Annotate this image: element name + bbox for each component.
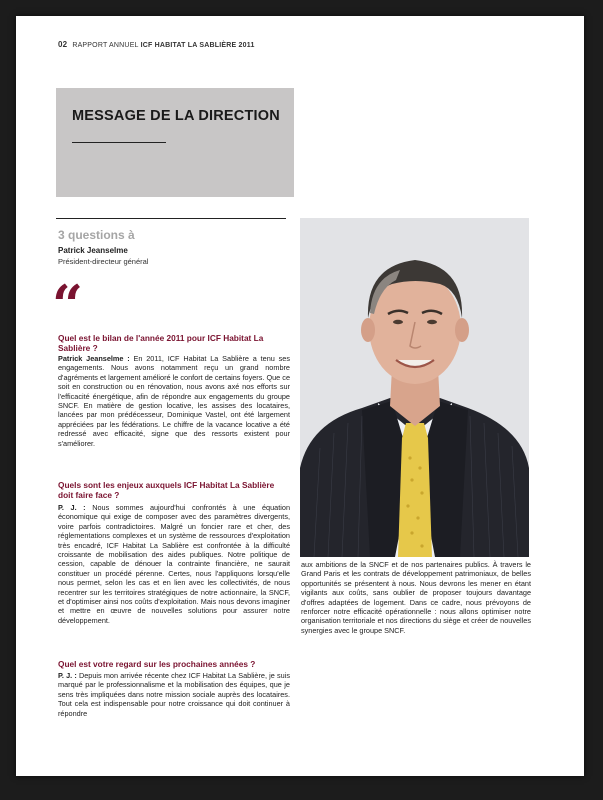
answer-1-lead: Patrick Jeanselme : bbox=[58, 354, 130, 363]
question-2: Quels sont les enjeux auxquels ICF Habitat La Sablière doit faire face ? bbox=[58, 480, 275, 500]
answer-2-lead: P. J. : bbox=[58, 503, 86, 512]
answer-3-lead: P. J. : bbox=[58, 671, 77, 680]
answer-1 bbox=[58, 354, 290, 448]
question-1: Quel est le bilan de l'année 2011 pour ICF Habitat La Sablière ? bbox=[58, 333, 264, 353]
answer-1-text: En 2011, ICF Habitat La Sablière a tenu ses engagements. Nous avons notamment reçu un grand nombre d'agréments et largement amélioré le confort de certains foyers. Que ce soit en construction ou en rénovation, nous avons axé nos efforts sur l'efficacité énergétique, afin de répondre aux engagements du groupe SNCF. En matière de gestion locative, les assises des locataires, lancées par mon prédécesseur, Dominique Vastel, ont été largement appréciées par les fédérations. Le chiffre de la vacance locative a été redressé avec efficacité, signe que des ressorts existent pour s'améliorer. bbox=[58, 354, 290, 448]
portrait-photo bbox=[300, 218, 529, 557]
portrait-illustration bbox=[300, 218, 529, 557]
report-label: RAPPORT ANNUEL bbox=[72, 42, 139, 49]
page-title: MESSAGE DE LA DIRECTION bbox=[72, 108, 280, 124]
quote-mark-icon: “ bbox=[52, 273, 80, 337]
title-underline bbox=[72, 142, 166, 143]
document-page bbox=[16, 16, 584, 776]
answer-3-text: Depuis mon arrivée récente chez ICF Habitat La Sablière, je suis marqué par le professionnalisme et la mobilisation des équipes, que je sens très impliquées dans notre mission sociale auprès des locataires. Tout cela est indispensable pour notre croissance qui doit continuer à répondre bbox=[58, 671, 290, 718]
answer-2-text: Nous sommes aujourd'hui confrontés à une équation économique qui exige de composer avec des paramètres divergents, voire parfois contradictoires. Malgré un foncier rare et cher, des réglementations complexes et un système de ressources d'exploitation très encadré, ICF Habitat La Sablière est confrontée à la difficulté croissante de mobilisation des aides publiques. Notre politique de cession, capable de dénouer la contrainte financière, ne saurait constituer un procédé pérenne. Certes, nous l'appliquons lorsqu'elle nous permet, selon les cas et en lien avec les collectivités, de nous recentrer sur les territoires stratégiques de notre actionnaire, la SNCF, et d'optimiser ainsi nos coûts d'exploitation. Mais nous devons imaginer et mettre en œuvre de nouvelles solutions pour assurer notre développement. bbox=[58, 503, 290, 625]
report-title: ICF HABITAT LA SABLIÈRE 2011 bbox=[140, 42, 255, 49]
column-divider bbox=[56, 218, 286, 219]
answer-3-continued: aux ambitions de la SNCF et de nos partenaires publics. À travers le Grand Paris et les contrats de développement patrimoniaux, de belles opportunités se présentent à nous. Nous devrons les mener en étant vigilants aux coûts, sans oublier de proposer toujours davantage d'offres adaptées de logement. Dans ce cadre, nous prévoyons de renforcer notre efficacité opérationnelle : nous allons optimiser notre organisation territoriale et nos directions du siège et créer de nouvelles synergies avec le groupe SNCF. bbox=[301, 560, 531, 635]
running-header bbox=[58, 40, 255, 49]
person-role: Président-directeur général bbox=[58, 257, 149, 266]
person-name: Patrick Jeanselme bbox=[58, 246, 128, 255]
answer-2 bbox=[58, 503, 290, 625]
section-heading: 3 questions à bbox=[58, 228, 135, 242]
title-box bbox=[56, 88, 294, 197]
answer-3 bbox=[58, 671, 290, 718]
page-number: 02 bbox=[58, 40, 68, 49]
question-3: Quel est votre regard sur les prochaines années ? bbox=[58, 659, 256, 669]
